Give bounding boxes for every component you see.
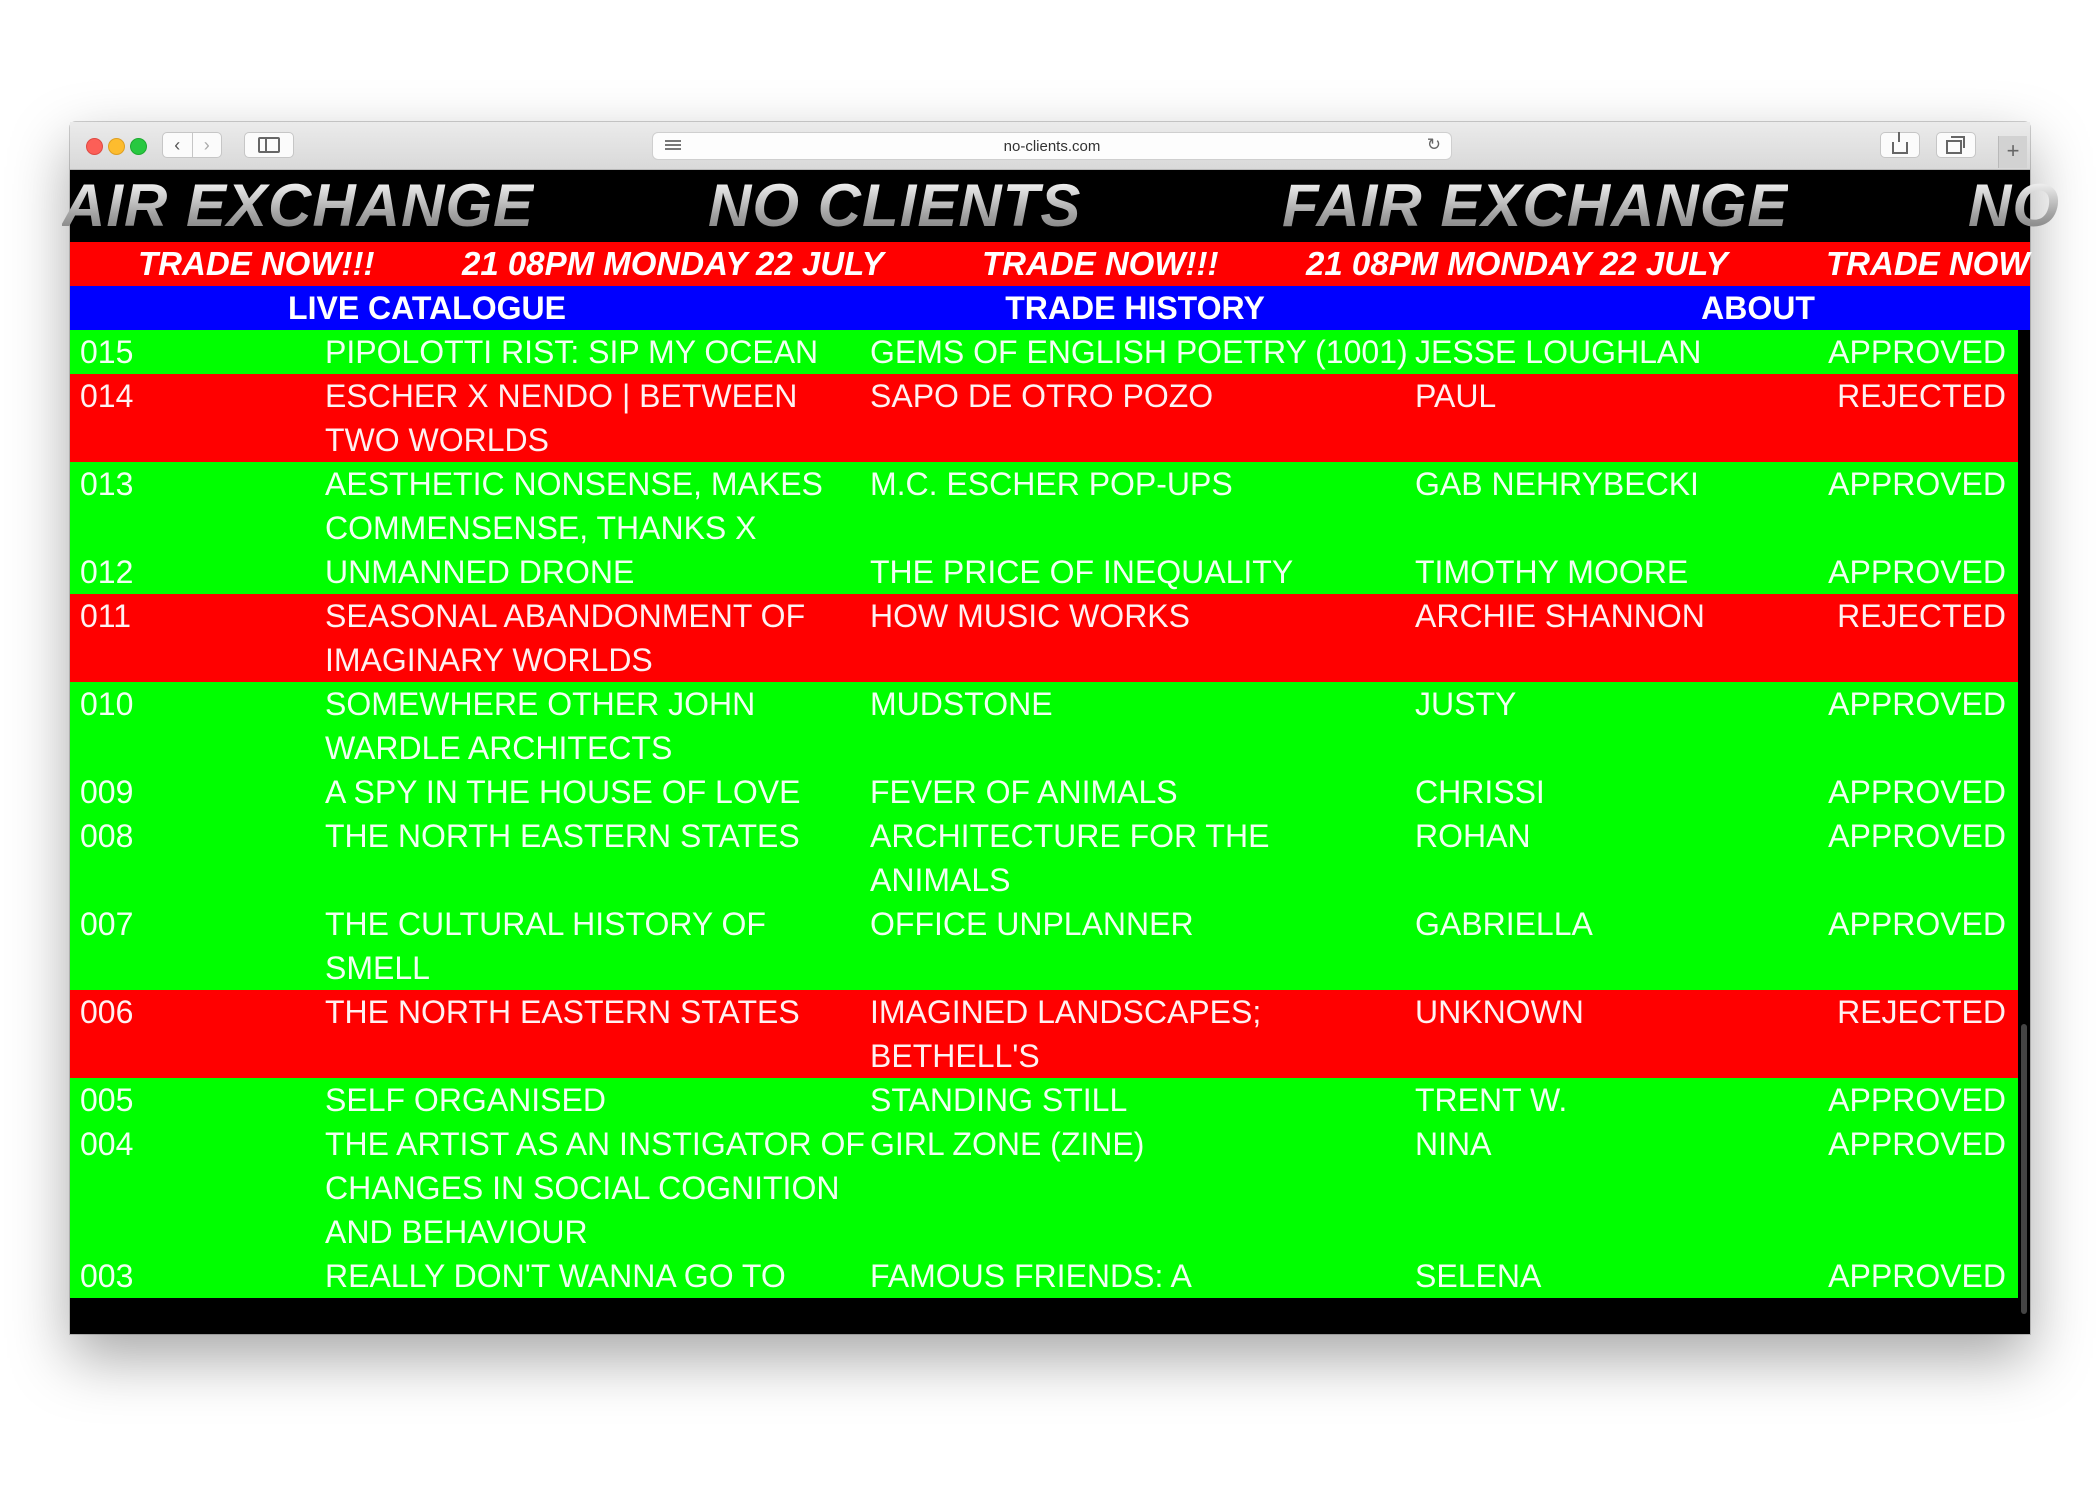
trade-received-title: FEVER OF ANIMALS [870,774,1178,810]
trade-status: APPROVED [1828,818,2006,854]
trade-status: REJECTED [1837,598,2006,634]
marquee-text: NO [1968,170,2060,242]
trade-offered-title: AESTHETIC NONSENSE, MAKES COMMENSENSE, THANKS X [325,466,823,546]
table-row[interactable] [70,990,2018,1078]
trader-name: TRENT W. [1415,1082,1568,1118]
table-row[interactable] [70,1122,2018,1254]
trader-name: PAUL [1415,378,1497,414]
sidebar-icon [258,137,280,153]
trader-name: ARCHIE SHANNON [1415,598,1705,634]
trade-offered-title: UNMANNED DRONE [325,554,635,590]
trade-number: 009 [80,774,134,810]
ticker-text: TRADE NOW!!! [138,245,375,282]
trade-number: 006 [80,994,134,1030]
trade-received-title: ARCHITECTURE FOR THE ANIMALS [870,818,1270,898]
trade-received-title: FAMOUS FRIENDS: A [870,1258,1192,1294]
marquee-text: AIR EXCHANGE [62,170,534,242]
trade-status: APPROVED [1828,774,2006,810]
url-text: no-clients.com [1003,138,1101,155]
page-viewport [62,170,2060,1334]
trade-offered-title: PIPOLOTTI RIST: SIP MY OCEAN [325,334,819,370]
trade-number: 010 [80,686,134,722]
trader-name: GABRIELLA [1415,906,1593,942]
trader-name: JUSTY [1415,686,1517,722]
address-bar[interactable] [652,132,1452,160]
table-row[interactable] [70,902,2018,990]
trade-offered-title: ESCHER X NENDO | BETWEEN TWO WORLDS [325,378,798,458]
reload-icon[interactable]: ↻ [1426,135,1441,154]
table-row[interactable] [70,814,2018,902]
trade-number: 014 [80,378,134,414]
nav-live-catalogue[interactable]: LIVE CATALOGUE [288,290,566,326]
sidebar-toggle-button[interactable] [244,132,294,158]
title-marquee [62,170,2060,242]
trade-offered-title: REALLY DON'T WANNA GO TO [325,1258,786,1294]
back-icon[interactable]: ‹ [174,135,181,155]
browser-window [62,122,2060,1334]
trade-received-title: STANDING STILL [870,1082,1128,1118]
table-row[interactable] [70,374,2018,462]
trade-offered-title: SELF ORGANISED [325,1082,606,1118]
nav-trade-history[interactable]: TRADE HISTORY [1005,290,1265,326]
trade-number: 011 [80,598,132,634]
trader-name: UNKNOWN [1415,994,1584,1030]
trade-number: 007 [80,906,134,942]
forward-icon[interactable]: › [192,133,222,157]
trade-received-title: GEMS OF ENGLISH POETRY (1001) [870,334,1408,370]
tabs-icon [1946,140,1962,154]
trade-offered-title: THE NORTH EASTERN STATES [325,818,800,854]
trader-name: TIMOTHY MOORE [1415,554,1689,590]
trader-name: GAB NEHRYBECKI [1415,466,1699,502]
trade-received-title: GIRL ZONE (ZINE) [870,1126,1145,1162]
trade-received-title: M.C. ESCHER POP-UPS [870,466,1233,502]
table-row[interactable] [70,462,2018,550]
ticker-text: 21 08PM MONDAY 22 JULY [1306,245,1728,282]
trade-number: 005 [80,1082,134,1118]
ticker-marquee [70,242,2030,286]
trade-status: REJECTED [1837,994,2006,1030]
trade-received-title: MUDSTONE [870,686,1053,722]
share-button[interactable] [1880,132,1920,158]
trade-number: 003 [80,1258,134,1294]
main-nav [70,286,2030,330]
trade-number: 008 [80,818,134,854]
ticker-text: 21 08PM MONDAY 22 JULY [462,245,884,282]
marquee-text: NO CLIENTS [708,170,1081,242]
trade-received-title: HOW MUSIC WORKS [870,598,1190,634]
trade-received-title: SAPO DE OTRO POZO [870,378,1214,414]
trade-offered-title: SOMEWHERE OTHER JOHN WARDLE ARCHITECTS [325,686,756,766]
new-tab-button[interactable]: + [1998,136,2027,168]
share-icon [1892,142,1908,154]
ticker-text: TRADE NOW!!! [982,245,1219,282]
trader-name: SELENA [1415,1258,1542,1294]
ticker-text: TRADE NOW [1826,245,2030,282]
trade-status: APPROVED [1828,466,2006,502]
trader-name: CHRISSI [1415,774,1545,810]
trade-status: APPROVED [1828,1126,2006,1162]
trade-received-title: THE PRICE OF INEQUALITY [870,554,1294,590]
table-row[interactable] [70,682,2018,770]
trade-number: 012 [80,554,134,590]
table-row[interactable] [70,550,2018,594]
trade-offered-title: THE ARTIST AS AN INSTIGATOR OF CHANGES IN SOCIAL COGNITION AND BEHAVIOUR [325,1126,865,1250]
trade-status: APPROVED [1828,906,2006,942]
scrollbar-thumb[interactable] [2021,1024,2027,1314]
trade-offered-title: SEASONAL ABANDONMENT OF IMAGINARY WORLDS [325,598,806,678]
table-row[interactable] [70,330,2018,374]
trade-offered-title: A SPY IN THE HOUSE OF LOVE [325,774,801,810]
trade-status: REJECTED [1837,378,2006,414]
browser-toolbar [70,122,2030,170]
trade-received-title: OFFICE UNPLANNER [870,906,1194,942]
close-window-icon[interactable] [86,138,103,155]
trade-status: APPROVED [1828,1082,2006,1118]
trade-offered-title: THE NORTH EASTERN STATES [325,994,800,1030]
minimize-window-icon[interactable] [108,138,125,155]
table-row[interactable] [70,770,2018,814]
trader-name: JESSE LOUGHLAN [1415,334,1702,370]
table-row[interactable] [70,594,2018,682]
tab-overview-button[interactable] [1936,132,1976,158]
trade-offered-title: THE CULTURAL HISTORY OF SMELL [325,906,766,986]
trade-status: APPROVED [1828,334,2006,370]
nav-about[interactable]: ABOUT [1701,290,1815,326]
trade-number: 013 [80,466,134,502]
trade-status: APPROVED [1828,1258,2006,1294]
trade-status: APPROVED [1828,554,2006,590]
trader-name: ROHAN [1415,818,1531,854]
table-row[interactable] [70,1254,2018,1298]
marquee-text: FAIR EXCHANGE [1282,170,1788,242]
scrollbar[interactable] [2018,334,2030,1334]
trade-number: 015 [80,334,134,370]
trader-name: NINA [1415,1126,1492,1162]
trade-number: 004 [80,1126,134,1162]
trade-history-table [70,330,2018,1298]
zoom-window-icon[interactable] [130,138,147,155]
table-row[interactable] [70,1078,2018,1122]
trade-received-title: IMAGINED LANDSCAPES; BETHELL'S [870,994,1262,1074]
trade-status: APPROVED [1828,686,2006,722]
history-nav [162,132,222,158]
